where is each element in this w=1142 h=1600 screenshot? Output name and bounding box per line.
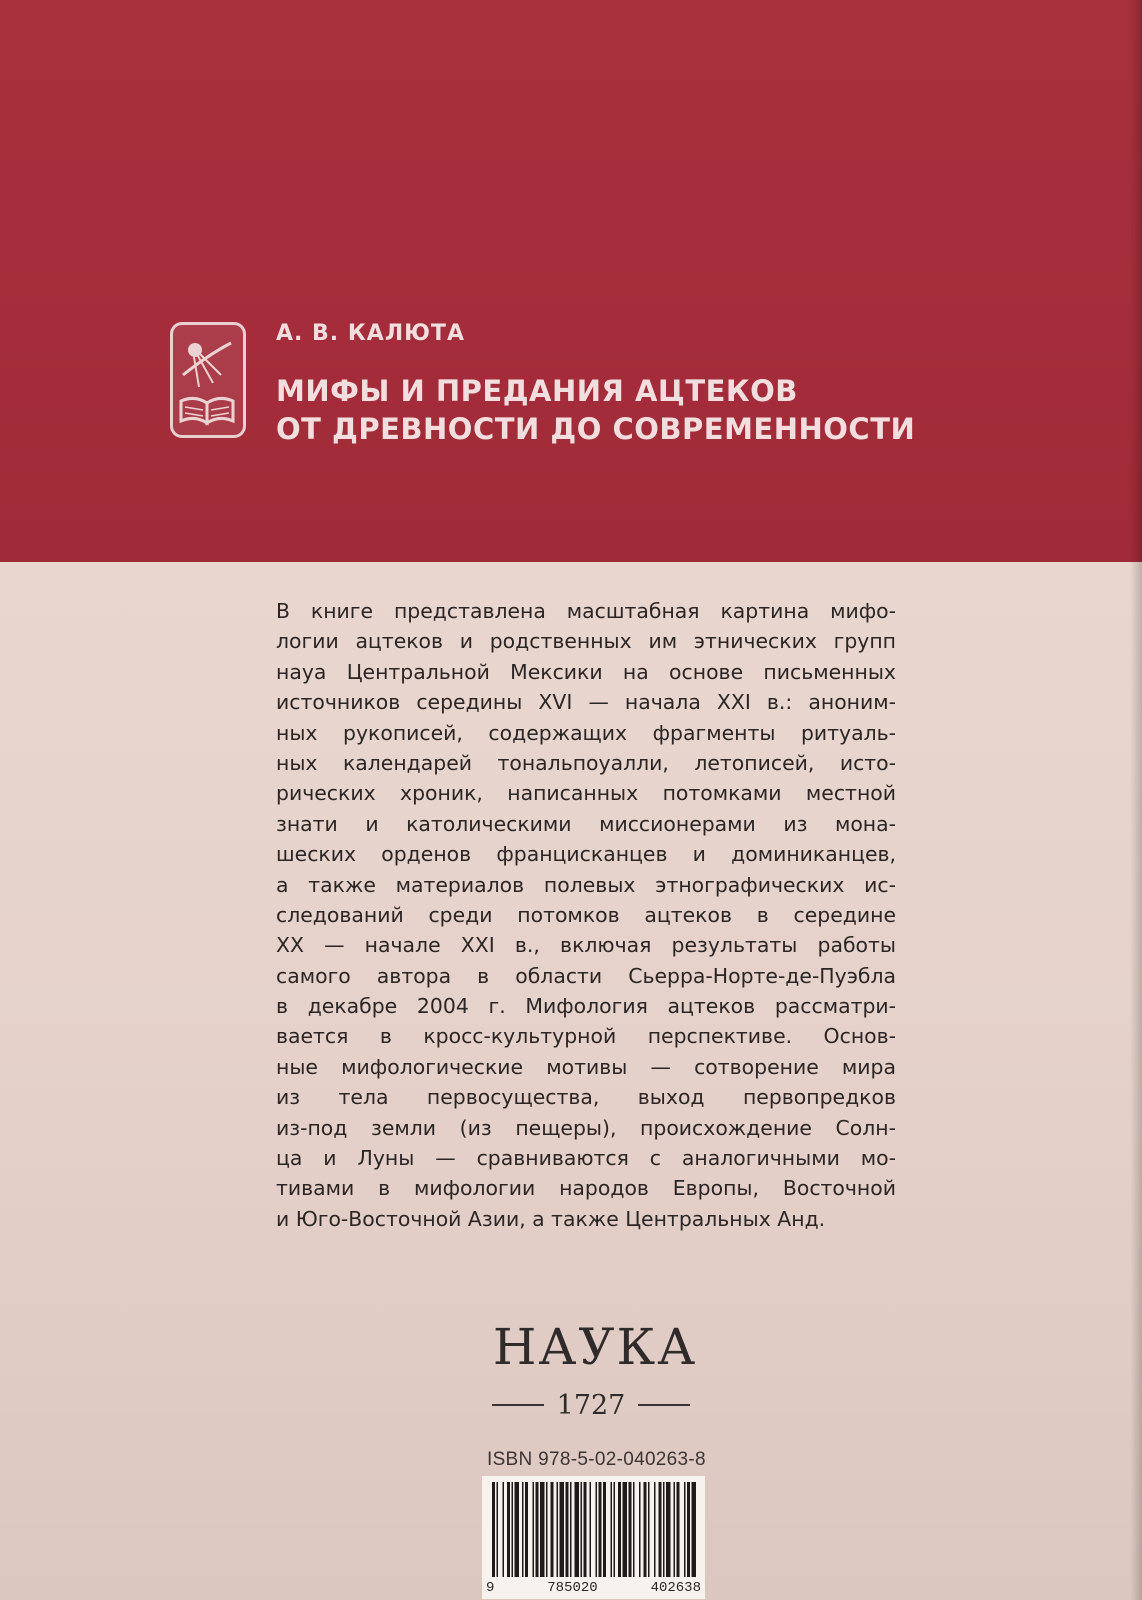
annotation-line: источников середины XVI — начала XXI в.: аноним- <box>276 690 896 715</box>
barcode-bar <box>512 1482 514 1578</box>
barcode-bar <box>644 1482 647 1578</box>
book-title-line: МИФЫ И ПРЕДАНИЯ АЦТЕКОВ <box>276 374 798 408</box>
barcode-bar <box>533 1482 535 1578</box>
barcode-bar <box>575 1482 580 1578</box>
book-annotation <box>276 596 896 1234</box>
annotation-line: знати и католическими миссионерами из мона- <box>276 811 896 836</box>
barcode-bar <box>522 1482 524 1578</box>
barcode-bar <box>687 1482 690 1578</box>
barcode-bar <box>659 1482 662 1578</box>
year-text: 1727 <box>556 1389 626 1421</box>
book-title <box>276 372 916 448</box>
cover-top-band <box>0 0 1142 562</box>
barcode-bar <box>614 1482 616 1578</box>
barcode-bar <box>623 1482 628 1578</box>
annotation-line: шеских орденов францисканцев и доминиканцев, <box>276 842 896 867</box>
annotation-line: науа Центральной Мексики на основе письменных <box>276 659 896 684</box>
barcode-bar <box>507 1482 510 1578</box>
annotation-line: В книге представлена масштабная картина мифо- <box>276 599 896 623</box>
annotation-line: из тела первосущества, выход первопредков <box>276 1085 896 1110</box>
barcode <box>482 1476 705 1588</box>
book-title-line: ОТ ДРЕВНОСТИ ДО СОВРЕМЕННОСТИ <box>276 412 916 446</box>
barcode-bar <box>546 1482 548 1578</box>
barcode-bar <box>648 1482 650 1578</box>
barcode-bar <box>551 1482 554 1578</box>
barcode-bar <box>603 1482 606 1578</box>
publisher-name: НАУКА <box>492 1318 698 1376</box>
publisher-founding-year <box>492 1390 690 1420</box>
year-rule-right <box>638 1404 690 1406</box>
barcode-bar <box>570 1482 572 1578</box>
barcode-bar <box>497 1482 499 1578</box>
annotation-line: самого автора в области Сьерра-Норте-де-Пуэбла <box>276 963 896 988</box>
annotation-line: ных календарей тональпоуалли, летописей, исто- <box>276 750 896 775</box>
annotation-line: тивами в мифологии народов Европы, Восточной <box>276 1176 896 1201</box>
year-rule-left <box>492 1404 544 1406</box>
barcode-bar <box>639 1482 641 1578</box>
annotation-line: ные мифологические мотивы — сотворение мира <box>276 1054 896 1079</box>
barcode-bar <box>581 1482 583 1578</box>
barcode-bar <box>515 1482 520 1578</box>
barcode-bar <box>492 1482 495 1578</box>
barcode-bar <box>596 1482 598 1578</box>
annotation-line: в декабре 2004 г. Мифология ацтеков рассматри- <box>276 994 896 1019</box>
barcode-bar <box>618 1482 621 1578</box>
annotation-line: ца и Луны — сравниваются с аналогичными мо- <box>276 1146 896 1171</box>
barcode-bar <box>654 1482 656 1578</box>
annotation-line: из-под земли (из пещеры), происхождение Солн- <box>276 1115 896 1140</box>
annotation-line: а также материалов полевых этнографических ис- <box>276 872 896 897</box>
barcode-bar <box>599 1482 602 1578</box>
annotation-line: логии ацтеков и родственных им этнических групп <box>276 629 896 654</box>
barcode-bar <box>590 1482 592 1578</box>
barcode-bar <box>629 1482 632 1578</box>
barcode-bar <box>611 1482 613 1578</box>
cover-edge-shadow <box>1130 0 1142 1600</box>
annotation-line: ных рукописей, содержащих фрагменты ритуаль- <box>276 720 896 745</box>
barcode-bar <box>540 1482 545 1578</box>
barcode-bar <box>536 1482 539 1578</box>
barcode-bar <box>503 1482 505 1578</box>
annotation-line: вается в кросс-культурной перспективе. Основ- <box>276 1024 896 1049</box>
barcode-bar <box>566 1482 569 1578</box>
sputnik-book-icon <box>170 322 246 438</box>
annotation-line: и Юго-Восточной Азии, а также Центральных Анд. <box>276 1206 826 1231</box>
barcode-bar <box>692 1482 697 1578</box>
barcode-bars <box>482 1476 705 1588</box>
barcode-bar <box>663 1482 665 1578</box>
barcode-digit-group: 9 <box>486 1580 495 1596</box>
barcode-bar <box>633 1482 635 1578</box>
annotation-line: XX — начале XXI в., включая результаты работы <box>276 933 896 958</box>
barcode-digit-group: 402638 <box>650 1580 701 1596</box>
annotation-line: следований среди потомков ацтеков в середине <box>276 902 896 927</box>
isbn-number: ISBN 978-5-02-040263-8 <box>487 1449 706 1470</box>
barcode-bar <box>584 1482 587 1578</box>
barcode-digit-group: 785020 <box>547 1580 598 1596</box>
barcode-digits <box>482 1577 705 1599</box>
barcode-bar <box>674 1482 676 1578</box>
barcode-bar <box>666 1482 671 1578</box>
barcode-bar <box>684 1482 686 1578</box>
barcode-bar <box>560 1482 565 1578</box>
barcode-bar <box>677 1482 680 1578</box>
annotation-line: рических хроник, написанных потомками местной <box>276 781 896 806</box>
barcode-bar <box>525 1482 528 1578</box>
author-name: А. В. КАЛЮТА <box>276 321 465 346</box>
barcode-bar <box>557 1482 559 1578</box>
